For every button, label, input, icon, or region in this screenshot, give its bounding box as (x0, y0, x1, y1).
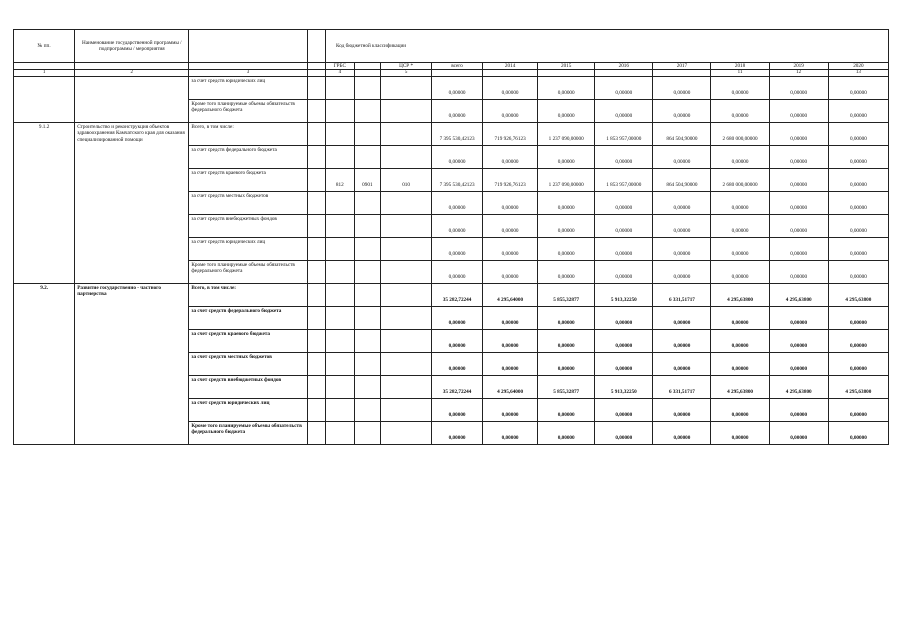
grbs-code (326, 215, 355, 238)
colnum (483, 70, 538, 77)
section-code (354, 307, 381, 330)
value-year: 0,00000 (483, 422, 538, 445)
section-code (354, 77, 381, 100)
value-year: 0,00000 (483, 77, 538, 100)
csr-code (381, 100, 432, 123)
colnum (538, 70, 595, 77)
funding-source: за счет средств местных бюджетов (189, 353, 307, 376)
colnum: 12 (769, 70, 828, 77)
header-year: 2020 (828, 63, 888, 70)
blank-cell (307, 123, 325, 146)
value-year: 0,00000 (769, 238, 828, 261)
colnum (432, 70, 483, 77)
grbs-code (326, 77, 355, 100)
value-year: 0,00000 (483, 307, 538, 330)
csr-code (381, 376, 432, 399)
value-year: 0,00000 (828, 100, 888, 123)
colnum (595, 70, 653, 77)
blank-cell (307, 284, 325, 307)
value-year: 0,00000 (769, 215, 828, 238)
value-year: 0,00000 (595, 330, 653, 353)
value-year: 0,00000 (538, 215, 595, 238)
value-year: 0,00000 (538, 353, 595, 376)
value-year: 0,00000 (711, 215, 769, 238)
colnum: 4 (326, 70, 355, 77)
value-total: 0,00000 (432, 77, 483, 100)
value-year: 0,00000 (828, 353, 888, 376)
value-year: 0,00000 (538, 77, 595, 100)
value-year: 0,00000 (538, 307, 595, 330)
value-year: 0,00000 (595, 261, 653, 284)
funding-source: Всего, в том числе: (189, 123, 307, 146)
value-year: 0,00000 (538, 422, 595, 445)
value-total: 0,00000 (432, 261, 483, 284)
header-year: 2018 (711, 63, 769, 70)
grbs-code (326, 330, 355, 353)
value-year: 0,00000 (711, 353, 769, 376)
colnum: 3 (189, 70, 307, 77)
header-year: 2017 (653, 63, 711, 70)
value-year: 0,00000 (538, 146, 595, 169)
value-year: 0,00000 (483, 146, 538, 169)
value-year: 719 926,76123 (483, 169, 538, 192)
value-year: 0,00000 (483, 330, 538, 353)
value-year: 0,00000 (595, 215, 653, 238)
header-grbs: ГРБС (326, 63, 355, 70)
csr-code (381, 192, 432, 215)
funding-source: за счет средств краевого бюджета (189, 330, 307, 353)
section-code (354, 261, 381, 284)
value-year: 2 680 000,00000 (711, 169, 769, 192)
value-year: 4 295,63800 (828, 376, 888, 399)
value-year: 0,00000 (769, 330, 828, 353)
value-year: 0,00000 (769, 192, 828, 215)
value-year: 0,00000 (828, 238, 888, 261)
section-code (354, 399, 381, 422)
header-csr: ЦСР * (381, 63, 432, 70)
csr-code (381, 353, 432, 376)
value-total: 0,00000 (432, 215, 483, 238)
value-year: 0,00000 (653, 238, 711, 261)
grbs-code (326, 353, 355, 376)
table-row (14, 77, 889, 100)
value-total: 0,00000 (432, 192, 483, 215)
value-year: 5 913,32250 (595, 284, 653, 307)
value-year: 0,00000 (538, 192, 595, 215)
colnum: 5 (381, 70, 432, 77)
grbs-code (326, 284, 355, 307)
budget-table-sheet (13, 29, 889, 445)
value-year: 0,00000 (538, 238, 595, 261)
grbs-code (326, 238, 355, 261)
blank-cell (307, 376, 325, 399)
value-year: 0,00000 (769, 169, 828, 192)
blank-cell (307, 353, 325, 376)
value-year: 864 504,90000 (653, 169, 711, 192)
row-number (14, 77, 75, 123)
blank-cell (307, 422, 325, 445)
value-year: 6 331,51717 (653, 284, 711, 307)
value-year: 0,00000 (653, 77, 711, 100)
funding-source: Кроме того планируемые объемы обязательств федерального бюджета (189, 100, 307, 123)
value-year: 0,00000 (711, 238, 769, 261)
value-year: 0,00000 (769, 123, 828, 146)
funding-source: Кроме того планируемые объемы обязательств федерального бюджета (189, 422, 307, 445)
section-code (354, 330, 381, 353)
value-year: 4 295,63800 (769, 284, 828, 307)
value-year: 5 913,32250 (595, 376, 653, 399)
section-code (354, 238, 381, 261)
value-year: 4 295,63800 (769, 376, 828, 399)
value-year: 0,00000 (653, 100, 711, 123)
value-year: 0,00000 (538, 399, 595, 422)
csr-code (381, 215, 432, 238)
value-year: 0,00000 (653, 330, 711, 353)
value-total: 0,00000 (432, 307, 483, 330)
csr-code: 010 (381, 169, 432, 192)
value-year: 0,00000 (653, 192, 711, 215)
value-year: 0,00000 (595, 146, 653, 169)
section-code (354, 353, 381, 376)
header-code: Код бюджетной классификации (326, 30, 889, 63)
value-year: 4 295,63800 (711, 284, 769, 307)
grbs-code (326, 261, 355, 284)
grbs-code (326, 399, 355, 422)
value-year: 0,00000 (828, 307, 888, 330)
value-year: 0,00000 (769, 399, 828, 422)
value-year: 0,00000 (828, 215, 888, 238)
value-year: 0,00000 (769, 100, 828, 123)
funding-source: за счет средств краевого бюджета (189, 169, 307, 192)
value-total: 7 395 530,42123 (432, 123, 483, 146)
value-year: 0,00000 (595, 399, 653, 422)
blank-cell (307, 399, 325, 422)
funding-source: за счет средств местных бюджетов (189, 192, 307, 215)
header-year: 2014 (483, 63, 538, 70)
value-total: 0,00000 (432, 100, 483, 123)
value-year: 0,00000 (653, 399, 711, 422)
section-code (354, 192, 381, 215)
value-total: 0,00000 (432, 353, 483, 376)
value-year: 0,00000 (711, 399, 769, 422)
value-year: 0,00000 (538, 100, 595, 123)
value-year: 0,00000 (769, 422, 828, 445)
value-year: 6 331,51717 (653, 376, 711, 399)
grbs-code (326, 307, 355, 330)
value-year: 4 295,63800 (828, 284, 888, 307)
blank-cell (307, 261, 325, 284)
colnum: 13 (828, 70, 888, 77)
csr-code (381, 123, 432, 146)
blank-cell (307, 100, 325, 123)
value-year: 0,00000 (595, 238, 653, 261)
colnum (653, 70, 711, 77)
value-total: 0,00000 (432, 330, 483, 353)
grbs-code: 812 (326, 169, 355, 192)
grbs-code (326, 146, 355, 169)
funding-source: Всего, в том числе: (189, 284, 307, 307)
value-year: 0,00000 (828, 330, 888, 353)
csr-code (381, 307, 432, 330)
csr-code (381, 399, 432, 422)
budget-table (13, 29, 889, 445)
header-year: 2016 (595, 63, 653, 70)
funding-source: за счет средств внебюджетных фондов (189, 215, 307, 238)
grbs-code (326, 123, 355, 146)
header-year: 2019 (769, 63, 828, 70)
blank-cell (307, 192, 325, 215)
funding-source: за счет средств федерального бюджета (189, 146, 307, 169)
grbs-code (326, 192, 355, 215)
value-year: 0,00000 (595, 422, 653, 445)
table-row (14, 123, 889, 146)
value-year: 0,00000 (711, 192, 769, 215)
grbs-code (326, 422, 355, 445)
value-year: 0,00000 (483, 353, 538, 376)
value-year: 0,00000 (653, 261, 711, 284)
value-total: 7 395 530,42123 (432, 169, 483, 192)
value-year: 0,00000 (711, 307, 769, 330)
value-year: 0,00000 (769, 77, 828, 100)
value-year: 0,00000 (595, 307, 653, 330)
value-year: 0,00000 (653, 146, 711, 169)
value-year: 0,00000 (653, 215, 711, 238)
blank-cell (307, 330, 325, 353)
value-year: 0,00000 (711, 100, 769, 123)
blank-cell (307, 77, 325, 100)
value-total: 0,00000 (432, 238, 483, 261)
value-year: 0,00000 (769, 146, 828, 169)
section-code (354, 422, 381, 445)
value-year: 1 237 090,00000 (538, 169, 595, 192)
blank-cell (307, 215, 325, 238)
value-year: 4 295,64000 (483, 284, 538, 307)
value-total: 0,00000 (432, 422, 483, 445)
value-year: 0,00000 (711, 146, 769, 169)
value-year: 0,00000 (595, 192, 653, 215)
value-year: 0,00000 (538, 261, 595, 284)
value-total: 0,00000 (432, 399, 483, 422)
funding-source: за счет средств федерального бюджета (189, 307, 307, 330)
value-year: 0,00000 (769, 261, 828, 284)
table-row (14, 284, 889, 307)
section-code (354, 146, 381, 169)
grbs-code (326, 376, 355, 399)
csr-code (381, 284, 432, 307)
row-number: 9.2. (14, 284, 75, 445)
value-year: 0,00000 (769, 353, 828, 376)
blank-cell (307, 238, 325, 261)
column-numbers-row (14, 70, 889, 77)
csr-code (381, 77, 432, 100)
value-year: 0,00000 (711, 261, 769, 284)
funding-source: за счет средств внебюджетных фондов (189, 376, 307, 399)
header-year: 2015 (538, 63, 595, 70)
program-name: Строительство и реконструкция объектов здравоохранения Камчатского края для оказания специализированной помощи (75, 123, 189, 284)
colnum: 11 (711, 70, 769, 77)
value-year: 0,00000 (828, 261, 888, 284)
header-row-main (14, 30, 889, 63)
value-year: 0,00000 (483, 215, 538, 238)
value-year: 0,00000 (711, 330, 769, 353)
csr-code (381, 238, 432, 261)
value-year: 1 853 957,00000 (595, 123, 653, 146)
value-year: 5 855,32877 (538, 376, 595, 399)
value-year: 0,00000 (483, 261, 538, 284)
value-year: 0,00000 (828, 77, 888, 100)
value-year: 2 680 000,00000 (711, 123, 769, 146)
value-year: 0,00000 (483, 238, 538, 261)
value-total: 35 282,72244 (432, 284, 483, 307)
value-year: 0,00000 (483, 192, 538, 215)
value-year: 0,00000 (828, 399, 888, 422)
csr-code (381, 330, 432, 353)
funding-source: за счет средств юридических лиц (189, 399, 307, 422)
section-code (354, 123, 381, 146)
section-code (354, 376, 381, 399)
colnum: 1 (14, 70, 75, 77)
value-year: 0,00000 (769, 307, 828, 330)
value-year: 4 295,64000 (483, 376, 538, 399)
section-code: 0901 (354, 169, 381, 192)
value-year: 0,00000 (483, 399, 538, 422)
value-year: 1 853 957,00000 (595, 169, 653, 192)
colnum: 2 (75, 70, 189, 77)
section-code (354, 215, 381, 238)
header-blank-narrow (307, 30, 325, 63)
header-blank (189, 30, 307, 63)
value-year: 864 504,90000 (653, 123, 711, 146)
value-year: 0,00000 (711, 77, 769, 100)
funding-source: за счет средств юридических лиц (189, 238, 307, 261)
value-year: 0,00000 (828, 146, 888, 169)
value-year: 0,00000 (828, 192, 888, 215)
section-code (354, 100, 381, 123)
value-year: 0,00000 (653, 422, 711, 445)
header-name: Наименование государственной программы / подпрограммы / мероприятия (75, 30, 189, 63)
blank-cell (307, 307, 325, 330)
value-year: 0,00000 (828, 422, 888, 445)
header-total: всего (432, 63, 483, 70)
value-total: 0,00000 (432, 146, 483, 169)
csr-code (381, 146, 432, 169)
value-year: 0,00000 (828, 169, 888, 192)
value-year: 0,00000 (595, 353, 653, 376)
value-year: 1 237 090,00000 (538, 123, 595, 146)
value-year: 0,00000 (828, 123, 888, 146)
value-year: 719 926,76123 (483, 123, 538, 146)
header-no: № пп. (14, 30, 75, 63)
blank-cell (307, 169, 325, 192)
value-total: 35 282,72244 (432, 376, 483, 399)
funding-source: за счет средств юридических лиц (189, 77, 307, 100)
row-number: 9.1.2 (14, 123, 75, 284)
value-year: 5 855,32877 (538, 284, 595, 307)
program-name (75, 77, 189, 123)
value-year: 4 295,63800 (711, 376, 769, 399)
value-year: 0,00000 (538, 330, 595, 353)
program-name: Развитие государственно - частного партнерства (75, 284, 189, 445)
value-year: 0,00000 (595, 100, 653, 123)
header-row-sub (14, 63, 889, 70)
value-year: 0,00000 (595, 77, 653, 100)
section-code (354, 284, 381, 307)
grbs-code (326, 100, 355, 123)
csr-code (381, 261, 432, 284)
funding-source: Кроме того планируемые объемы обязательств федерального бюджета (189, 261, 307, 284)
value-year: 0,00000 (483, 100, 538, 123)
value-year: 0,00000 (653, 353, 711, 376)
value-year: 0,00000 (711, 422, 769, 445)
csr-code (381, 422, 432, 445)
value-year: 0,00000 (653, 307, 711, 330)
blank-cell (307, 146, 325, 169)
